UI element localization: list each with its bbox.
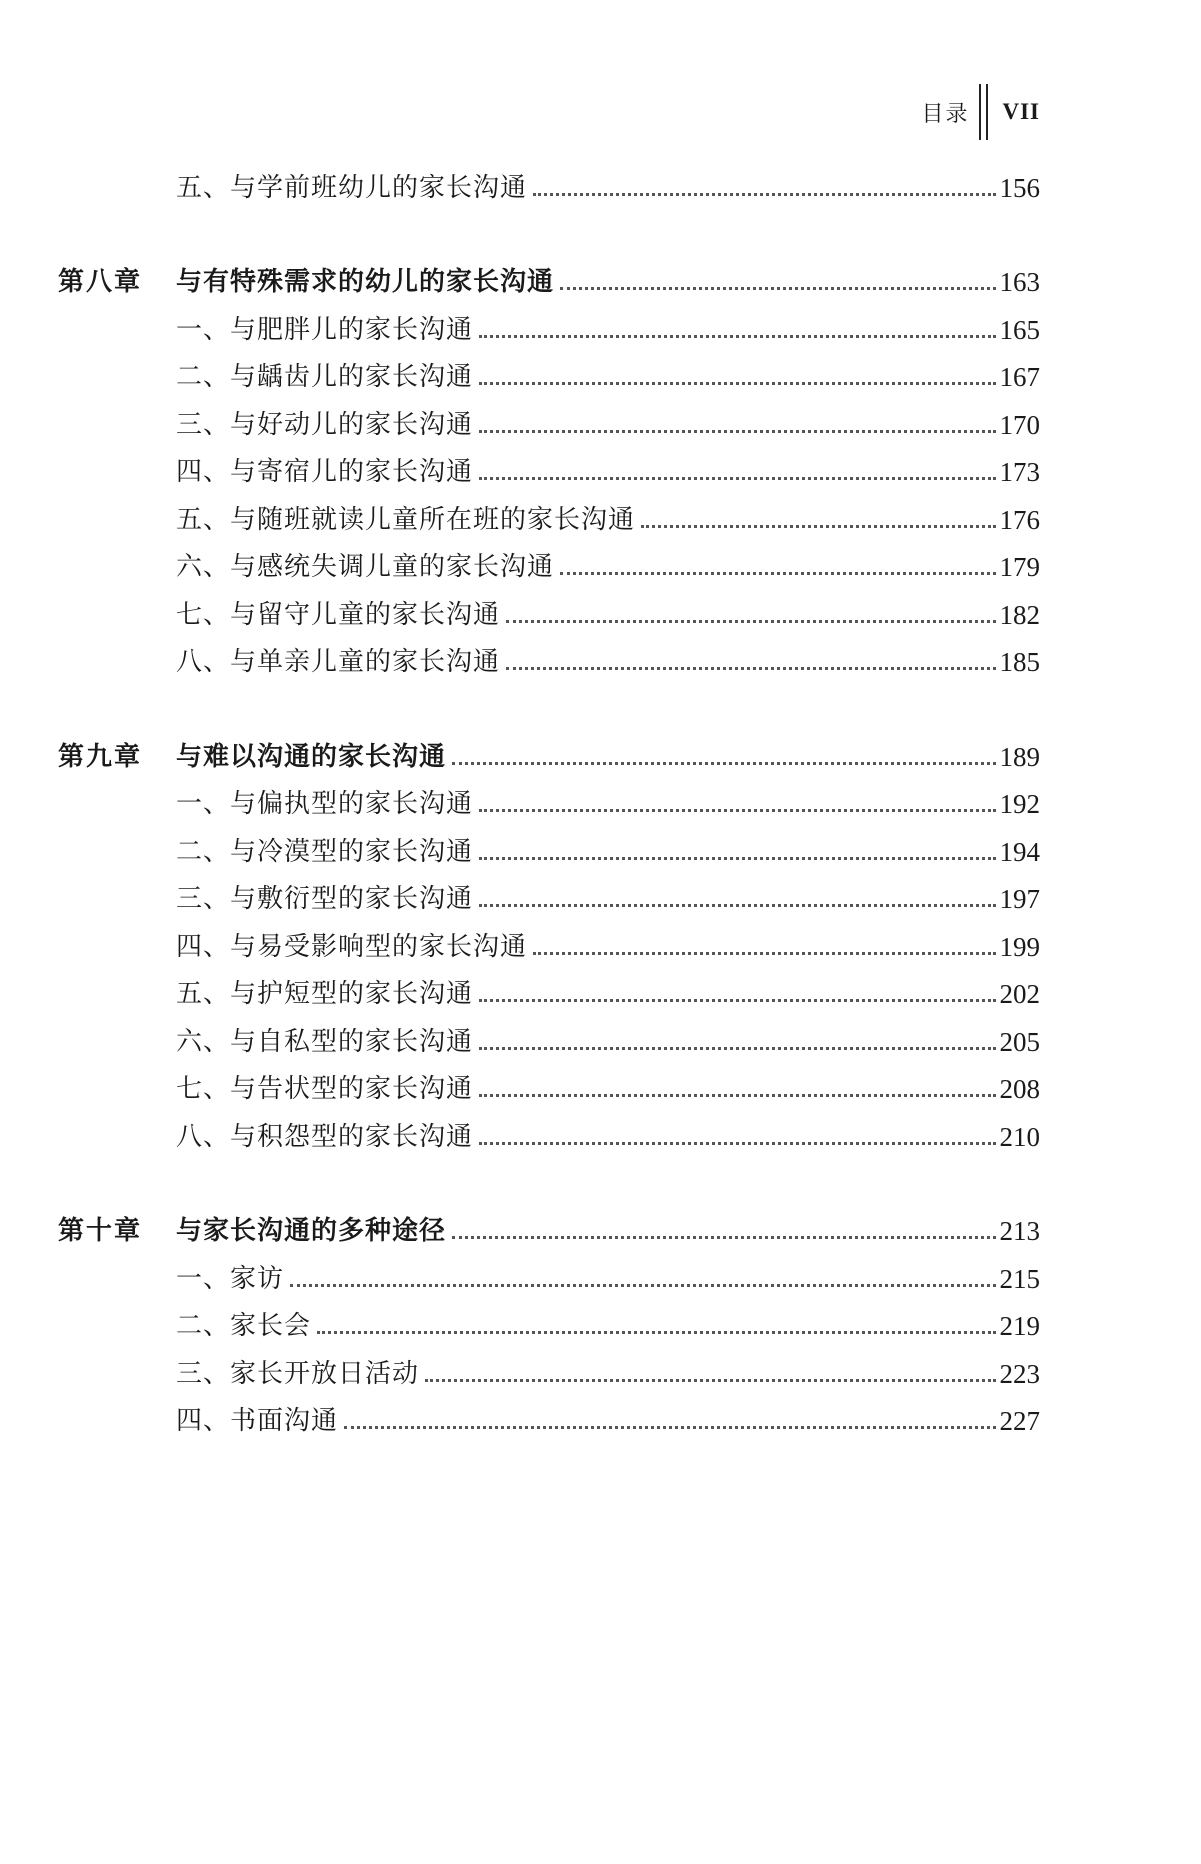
toc-page-number: 173 [999, 457, 1040, 487]
dot-leader [452, 762, 995, 765]
toc-page-number: 208 [999, 1074, 1040, 1104]
dot-leader [479, 477, 995, 480]
dot-leader [560, 572, 995, 575]
dot-leader [479, 904, 995, 907]
toc-entry-row[interactable] [176, 401, 1040, 441]
toc-page-number: 176 [999, 505, 1040, 535]
toc-page-number: 179 [999, 552, 1040, 582]
dot-leader [560, 287, 995, 290]
dot-leader [344, 1426, 995, 1429]
entry-title: 五、与随班就读儿童所在班的家长沟通 [176, 505, 636, 535]
dot-leader [479, 857, 995, 860]
toc-page-number: 210 [999, 1122, 1040, 1152]
dot-leader [479, 430, 995, 433]
dot-leader [479, 809, 995, 812]
toc-page-number: 189 [999, 742, 1040, 772]
entry-title: 三、与敷衍型的家长沟通 [176, 884, 474, 914]
chapter-number: 第九章 [58, 742, 143, 772]
toc-page-number: 213 [999, 1216, 1040, 1246]
toc-page-number: 219 [999, 1311, 1040, 1341]
toc-page-number: 163 [999, 267, 1040, 297]
entry-title: 五、与学前班幼儿的家长沟通 [176, 173, 528, 203]
dot-leader [479, 335, 995, 338]
toc-page-number: 170 [999, 410, 1040, 440]
chapter-number: 第八章 [58, 267, 143, 297]
entry-title: 二、与龋齿儿的家长沟通 [176, 362, 474, 392]
toc-page-number: 167 [999, 362, 1040, 392]
toc-page-number: 202 [999, 979, 1040, 1009]
toc-entry-row[interactable] [176, 543, 1040, 583]
toc-entry-row[interactable] [176, 875, 1040, 915]
dot-leader [317, 1331, 995, 1334]
entry-title: 七、与告状型的家长沟通 [176, 1074, 474, 1104]
toc-entry-row[interactable] [176, 1065, 1040, 1105]
toc-page-number: 223 [999, 1359, 1040, 1389]
entry-title: 七、与留守儿童的家长沟通 [176, 600, 501, 630]
toc-page-number: 199 [999, 932, 1040, 962]
entry-title: 一、与肥胖儿的家长沟通 [176, 315, 474, 345]
toc-entry-row[interactable] [176, 1113, 1040, 1153]
toc-page-number: 227 [999, 1406, 1040, 1436]
entry-title: 三、与好动儿的家长沟通 [176, 410, 474, 440]
entry-title: 一、与偏执型的家长沟通 [176, 789, 474, 819]
dot-leader [506, 620, 995, 623]
toc-page-number: 197 [999, 884, 1040, 914]
toc-entry-row[interactable] [176, 353, 1040, 393]
toc-entry-row[interactable] [176, 638, 1040, 678]
header-double-rule [979, 84, 988, 140]
toc-page-number: 192 [999, 789, 1040, 819]
toc-page-number: 182 [999, 600, 1040, 630]
toc-entry-row[interactable] [176, 1018, 1040, 1058]
toc-entry-row[interactable] [176, 1397, 1040, 1437]
toc-entry-row[interactable] [176, 164, 1040, 204]
dot-leader [479, 1047, 995, 1050]
dot-leader [452, 1236, 995, 1239]
entry-title: 三、家长开放日活动 [176, 1359, 420, 1389]
chapter-title: 与家长沟通的多种途径 [176, 1216, 447, 1246]
dot-leader [425, 1379, 995, 1382]
dot-leader [479, 999, 995, 1002]
toc-entry-row[interactable] [176, 306, 1040, 346]
dot-leader [479, 1094, 995, 1097]
chapter-title: 与难以沟通的家长沟通 [176, 742, 447, 772]
toc-page-number: 205 [999, 1027, 1040, 1057]
toc-entry-row[interactable] [176, 591, 1040, 631]
dot-leader [641, 525, 995, 528]
page-number: VII [1002, 99, 1040, 124]
dot-leader [506, 667, 995, 670]
toc-page-number: 185 [999, 647, 1040, 677]
entry-title: 四、与寄宿儿的家长沟通 [176, 457, 474, 487]
entry-title: 四、与易受影响型的家长沟通 [176, 932, 528, 962]
toc-page-number: 215 [999, 1264, 1040, 1294]
dot-leader [479, 1142, 995, 1145]
chapter-number: 第十章 [58, 1216, 143, 1246]
toc-entry-row[interactable] [176, 828, 1040, 868]
toc-chapter-row[interactable] [58, 1207, 1040, 1247]
dot-leader [290, 1284, 995, 1287]
toc-entry-row[interactable] [176, 970, 1040, 1010]
toc-page-number: 156 [999, 173, 1040, 203]
chapter-title: 与有特殊需求的幼儿的家长沟通 [176, 267, 555, 297]
dot-leader [533, 952, 995, 955]
toc-entry-row[interactable] [176, 1350, 1040, 1390]
toc-entry-row[interactable] [176, 1302, 1040, 1342]
entry-title: 二、家长会 [176, 1311, 312, 1341]
dot-leader [479, 382, 995, 385]
toc-entry-row[interactable] [176, 780, 1040, 820]
toc-page-number: 165 [999, 315, 1040, 345]
entry-title: 六、与感统失调儿童的家长沟通 [176, 552, 555, 582]
toc-entry-row[interactable] [176, 448, 1040, 488]
dot-leader [533, 193, 995, 196]
toc-entry-row[interactable] [176, 496, 1040, 536]
entry-title: 二、与冷漠型的家长沟通 [176, 837, 474, 867]
toc-entry-row[interactable] [176, 923, 1040, 963]
toc-chapter-row[interactable] [58, 733, 1040, 773]
toc-entry-row[interactable] [176, 1255, 1040, 1295]
toc-chapter-row[interactable] [58, 258, 1040, 298]
entry-title: 六、与自私型的家长沟通 [176, 1027, 474, 1057]
running-header-section: 目录 [921, 101, 970, 127]
toc-page-number: 194 [999, 837, 1040, 867]
running-header [921, 84, 1040, 140]
entry-title: 八、与积怨型的家长沟通 [176, 1122, 474, 1152]
entry-title: 五、与护短型的家长沟通 [176, 979, 474, 1009]
entry-title: 一、家访 [176, 1264, 285, 1294]
entry-title: 八、与单亲儿童的家长沟通 [176, 647, 501, 677]
entry-title: 四、书面沟通 [176, 1406, 339, 1436]
